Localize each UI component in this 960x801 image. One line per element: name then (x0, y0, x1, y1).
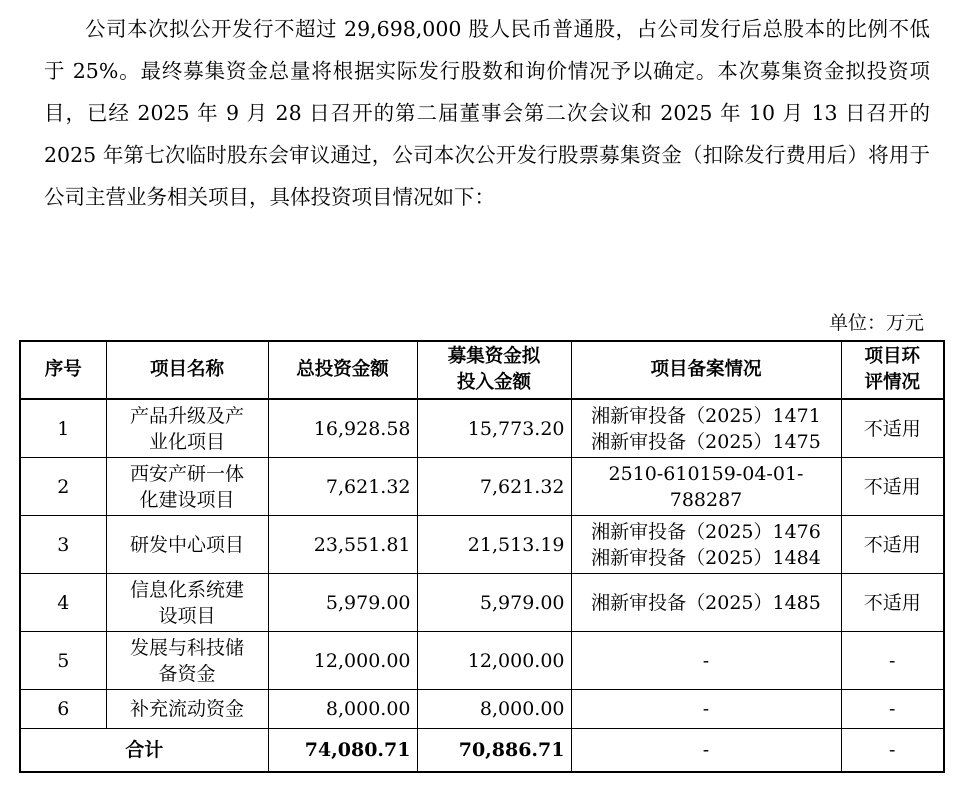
cell-raised: 7,621.32 (417, 458, 571, 516)
total-label: 合计 (20, 729, 268, 773)
cell-no: 2 (20, 458, 106, 516)
cell-name-line1: 西安产研一体 (129, 462, 244, 485)
table-row (20, 516, 944, 574)
cell-env: 不适用 (841, 574, 944, 632)
header-env (841, 341, 944, 399)
cell-raised: 21,513.19 (417, 516, 571, 574)
cell-filing (571, 516, 841, 574)
header-name: 项目名称 (106, 341, 268, 399)
cell-name-line1: 补充流动资金 (129, 698, 244, 720)
cell-filing-line2: 788287 (669, 488, 743, 511)
cell-name-line2: 设项目 (158, 604, 216, 627)
table-row (20, 574, 944, 632)
cell-env: - (841, 632, 944, 690)
table-header (20, 341, 944, 399)
cell-filing-line2: 湘新审投备（2025）1475 (591, 430, 821, 453)
cell-name-line1: 研发中心项目 (129, 533, 244, 556)
header-env-line2: 评情况 (864, 372, 920, 393)
total-filing: - (571, 729, 841, 773)
cell-name-line2: 业化项目 (148, 430, 225, 453)
cell-name (106, 574, 268, 632)
header-filing: 项目备案情况 (571, 341, 841, 399)
cell-no: 1 (20, 399, 106, 458)
cell-raised: 5,979.00 (417, 574, 571, 632)
total-raised: 70,886.71 (417, 729, 571, 773)
cell-raised: 8,000.00 (417, 690, 571, 729)
table-footer (20, 729, 944, 773)
cell-filing-line1: 湘新审投备（2025）1485 (591, 591, 821, 614)
cell-name-line1: 产品升级及产 (129, 404, 244, 427)
cell-name-line2: 备资金 (158, 662, 216, 685)
cell-total: 5,979.00 (268, 574, 417, 632)
cell-name (106, 690, 268, 729)
table-row (20, 458, 944, 516)
cell-env: 不适用 (841, 516, 944, 574)
cell-total: 16,928.58 (268, 399, 417, 458)
cell-name (106, 399, 268, 458)
cell-name (106, 458, 268, 516)
cell-env: 不适用 (841, 458, 944, 516)
cell-filing (571, 574, 841, 632)
cell-filing-line1: - (702, 649, 710, 672)
cell-filing (571, 399, 841, 458)
intro-paragraph: 公司本次拟公开发行不超过 29,698,000 股人民币普通股，占公司发行后总股本的比例不低于 25%。最终募集资金总量将根据实际发行股数和询价情况予以确定。本次募集资金拟投资项目，已经 2025 年 9 月 28 日召开的第二届董事会第二次会议和 2025 年 10 月 13 日召开的 2025 年第七次临时股东会审议通过，公司本次公开发行股票募集资金（扣除发行费用后）将用于公司主营业务相关项目，具体投资项目情况如下： (44, 17, 930, 209)
cell-filing-line1: 2510-610159-04-01- (608, 462, 804, 485)
cell-total: 12,000.00 (268, 632, 417, 690)
header-raised (417, 341, 571, 399)
cell-name (106, 516, 268, 574)
header-raised-line1: 募集资金拟 (447, 346, 541, 367)
cell-filing (571, 632, 841, 690)
cell-total: 23,551.81 (268, 516, 417, 574)
header-env-line1: 项目环 (864, 346, 920, 367)
cell-filing-line1: 湘新审投备（2025）1471 (591, 404, 821, 427)
cell-name-line1: 信息化系统建 (129, 578, 244, 601)
fund-use-table (19, 340, 945, 773)
cell-filing-line2: 湘新审投备（2025）1484 (591, 546, 821, 569)
cell-no: 3 (20, 516, 106, 574)
cell-raised: 15,773.20 (417, 399, 571, 458)
cell-name-line2: 化建设项目 (139, 488, 235, 511)
cell-raised: 12,000.00 (417, 632, 571, 690)
cell-no: 6 (20, 690, 106, 729)
cell-name (106, 632, 268, 690)
unit-label: 单位：万元 (828, 312, 924, 334)
cell-name-line1: 发展与科技储 (129, 636, 244, 659)
table-body (20, 399, 944, 729)
header-no: 序号 (20, 341, 106, 399)
cell-filing-line1: - (702, 698, 710, 720)
cell-env: 不适用 (841, 399, 944, 458)
table-row (20, 632, 944, 690)
cell-filing (571, 690, 841, 729)
cell-total: 8,000.00 (268, 690, 417, 729)
cell-total: 7,621.32 (268, 458, 417, 516)
cell-no: 4 (20, 574, 106, 632)
cell-filing (571, 458, 841, 516)
header-total: 总投资金额 (268, 341, 417, 399)
cell-no: 5 (20, 632, 106, 690)
total-row (20, 729, 944, 773)
table-row (20, 690, 944, 729)
total-investment: 74,080.71 (268, 729, 417, 773)
cell-filing-line1: 湘新审投备（2025）1476 (591, 520, 821, 543)
total-env: - (841, 729, 944, 773)
table-row (20, 399, 944, 458)
cell-env: - (841, 690, 944, 729)
header-raised-line2: 投入金额 (456, 372, 531, 393)
